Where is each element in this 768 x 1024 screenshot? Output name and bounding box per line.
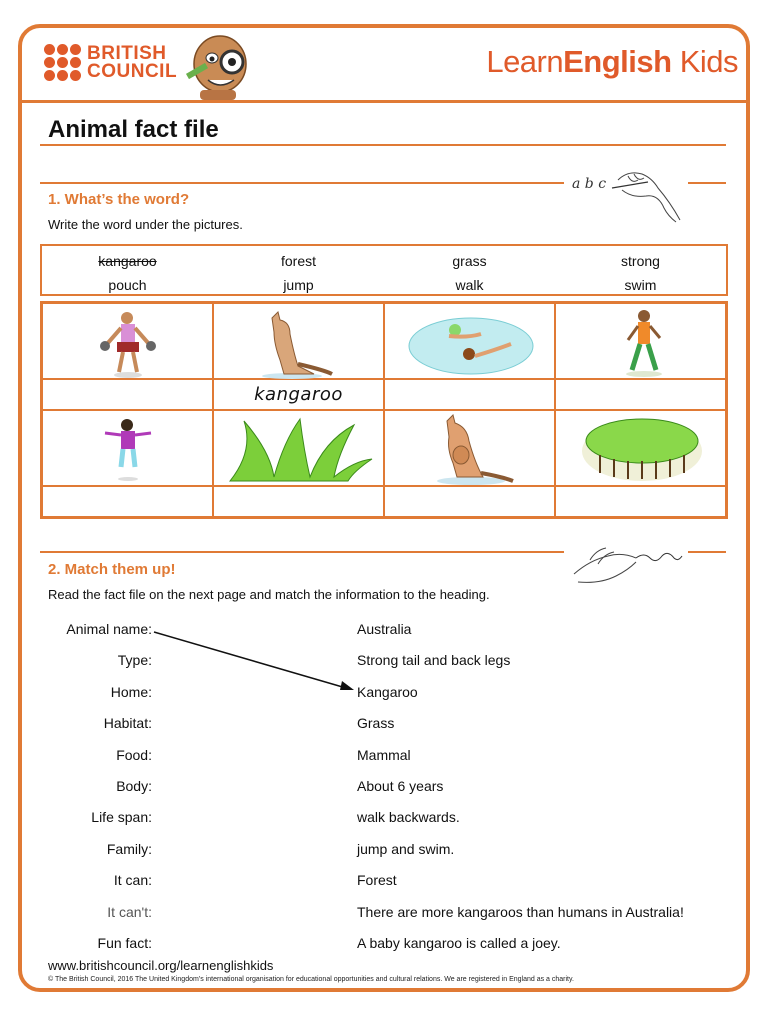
match-info: Mammal (357, 747, 411, 763)
match-heading: Type: (117, 652, 152, 668)
page-title: Animal fact file (48, 116, 219, 143)
logo-dots-icon (44, 44, 81, 81)
match-heading: Home: (110, 684, 152, 700)
answer-cell-4[interactable] (555, 379, 726, 410)
match-heading: Animal name: (66, 621, 152, 637)
header-divider (22, 100, 746, 103)
word-bank-item: strong (621, 253, 660, 269)
learnenglish-kids-logo: LearnEnglish Kids (486, 44, 738, 79)
section1-rule (40, 182, 564, 184)
brand-line-2: COUNCIL (87, 60, 178, 82)
writing-hand-icon (608, 168, 684, 226)
mascot-icon (182, 32, 256, 104)
match-info: jump and swim. (357, 841, 455, 857)
match-info: A baby kangaroo is called a joey. (357, 935, 561, 951)
footer-copyright: © The British Council, 2016 The United Kingdom’s international organisation for educational opportunities and cultural relations. We are registered in England as a charity. (48, 976, 574, 983)
section2-heading: 2. Match them up! (48, 561, 176, 578)
match-info: Grass (357, 715, 395, 731)
section2-rule-end (688, 551, 726, 553)
word-bank-item: grass (452, 253, 487, 269)
brand-line-1: BRITISH (87, 42, 167, 64)
picture-swim (384, 303, 555, 379)
match-info: Australia (357, 621, 412, 637)
answer-cell-8[interactable] (555, 486, 726, 517)
picture-pouch (384, 410, 555, 486)
answer-cell-7[interactable] (384, 486, 555, 517)
word-bank-item: swim (624, 277, 657, 293)
section1-rule-end (688, 182, 726, 184)
answer-cell-5[interactable] (42, 486, 213, 517)
match-info: Strong tail and back legs (357, 652, 511, 668)
swimmers-icon (385, 304, 556, 380)
match-heading: It can't: (107, 904, 152, 920)
title-underline (40, 144, 726, 146)
walking-boy-icon (556, 304, 727, 380)
section1-heading: 1. What’s the word? (48, 191, 190, 208)
section2-rule (40, 551, 564, 553)
match-heading: Family: (106, 841, 152, 857)
match-info: Forest (357, 872, 397, 888)
section1-instruction: Write the word under the pictures. (48, 217, 243, 232)
match-info: walk backwards. (357, 809, 460, 825)
match-heading: Body: (116, 778, 152, 794)
match-heading: Food: (116, 747, 152, 763)
match-heading: Life span: (91, 809, 152, 825)
answer-cell-2[interactable]: kangaroo (213, 379, 384, 410)
picture-walk (555, 303, 726, 379)
match-info: There are more kangaroos than humans in Australia! (357, 904, 684, 920)
match-heading: Fun fact: (97, 935, 152, 951)
strong-person-icon (43, 304, 214, 380)
picture-forest (555, 410, 726, 486)
picture-kangaroo (213, 303, 384, 379)
match-arrow (150, 626, 360, 696)
british-council-logo (44, 44, 177, 81)
word-bank-item: kangaroo (98, 253, 157, 269)
answer-cell-1[interactable] (42, 379, 213, 410)
grass-icon (214, 411, 385, 487)
picture-grid (40, 301, 728, 519)
match-heading: Habitat: (103, 715, 152, 731)
jumping-girl-icon (43, 411, 214, 487)
match-info: Kangaroo (357, 684, 418, 700)
abc-label: a b c (572, 176, 607, 192)
writing-hand-icon-2 (570, 540, 684, 590)
word-bank-item: forest (280, 253, 316, 269)
kangaroo-icon (214, 304, 385, 380)
word-bank (40, 244, 728, 296)
footer-url[interactable]: www.britishcouncil.org/learnenglishkids (48, 958, 274, 973)
answer-cell-6[interactable] (213, 486, 384, 517)
kangaroo-pouch-icon (385, 411, 556, 487)
answer-cell-3[interactable] (384, 379, 555, 410)
picture-jump (42, 410, 213, 486)
picture-strong (42, 303, 213, 379)
section2-instruction: Read the fact file on the next page and match the information to the heading. (48, 587, 490, 602)
match-heading: It can: (113, 872, 152, 888)
word-bank-item: jump (283, 277, 314, 293)
picture-grass (213, 410, 384, 486)
word-bank-item: pouch (108, 277, 147, 293)
forest-icon (556, 411, 727, 487)
word-bank-item: walk (455, 277, 484, 293)
match-info: About 6 years (357, 778, 444, 794)
